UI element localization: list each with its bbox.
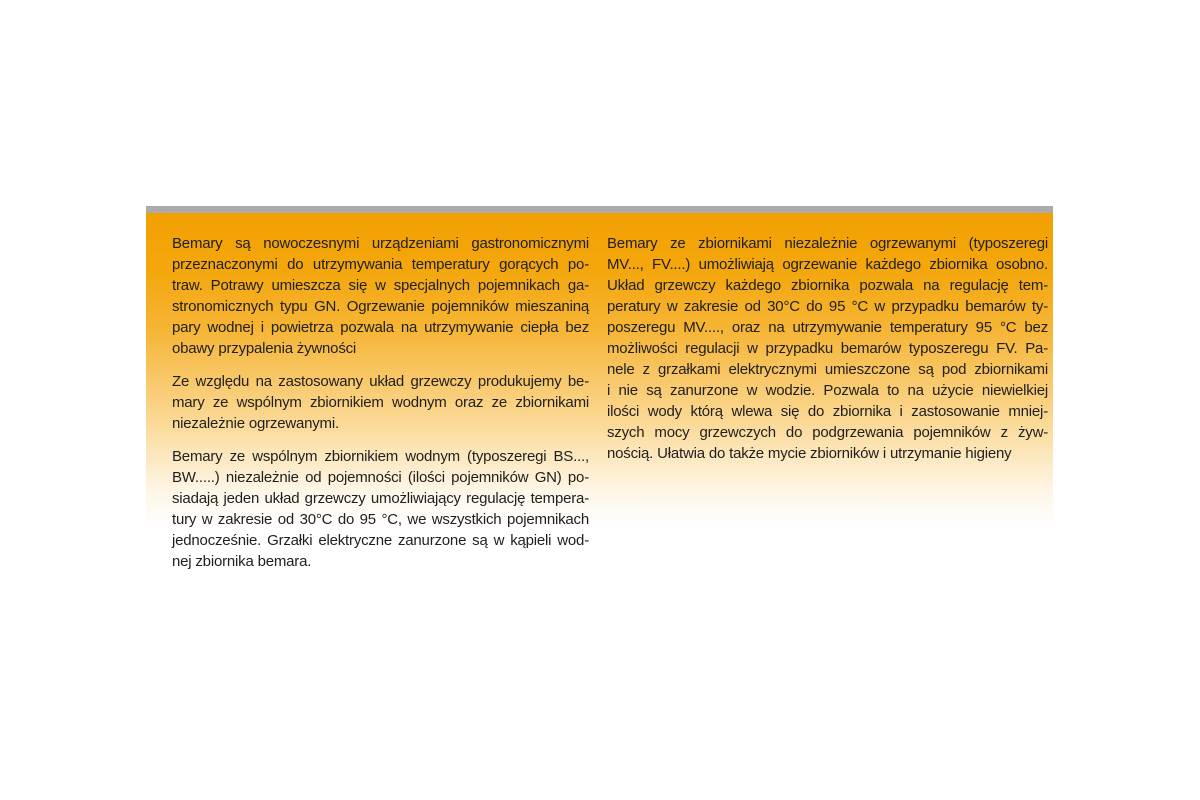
text-line: traw. Potrawy umieszcza się w specjalnych pojemnikach ga- xyxy=(172,277,589,294)
text-line: Ze względu na zastosowany układ grzewczy produkujemy be- xyxy=(172,373,589,390)
text-line: przeznaczonymi do utrzymywania temperatury gorących po- xyxy=(172,256,589,273)
text-line: Bemary są nowoczesnymi urządzeniami gastronomicznymi xyxy=(172,235,589,252)
text-line: Bemary ze wspólnym zbiornikiem wodnym (typoszeregi BS..., xyxy=(172,448,589,465)
text-line: nele z grzałkami elektrycznymi umieszczone są pod zbiornikami xyxy=(607,361,1048,378)
left-text-column xyxy=(172,233,589,572)
paragraph xyxy=(172,371,589,434)
text-line: pary wodnej i powietrza pozwala na utrzymywanie ciepła bez xyxy=(172,319,589,336)
text-line: możliwości regulacji w przypadku bemarów typoszeregu FV. Pa- xyxy=(607,340,1048,357)
paragraph xyxy=(172,233,589,359)
text-line: Układ grzewczy każdego zbiornika pozwala na regulację tem- xyxy=(607,277,1048,294)
content-band xyxy=(146,206,1053,795)
paragraph xyxy=(172,446,589,572)
text-line: i nie są zanurzone w wodzie. Pozwala to na użycie niewielkiej xyxy=(607,382,1048,399)
gradient-panel xyxy=(146,213,1053,795)
text-line: jednocześnie. Grzałki elektryczne zanurzone są w kąpieli wod- xyxy=(172,532,589,549)
text-line: MV..., FV....) umożliwiają ogrzewanie każdego zbiornika osobno. xyxy=(607,256,1048,273)
text-line: niezależnie ogrzewanymi. xyxy=(172,415,339,432)
text-line: siadają jeden układ grzewczy umożliwiający regulację tempera- xyxy=(172,490,589,507)
text-line: stronomicznych typu GN. Ogrzewanie pojemników mieszaniną xyxy=(172,298,589,315)
top-divider-bar xyxy=(146,206,1053,213)
text-line: mary ze wspólnym zbiornikiem wodnym oraz ze zbiornikami xyxy=(172,394,589,411)
text-line: tury w zakresie od 30°C do 95 °C, we wszystkich pojemnikach xyxy=(172,511,589,528)
text-line: Bemary ze zbiornikami niezależnie ogrzewanymi (typoszeregi xyxy=(607,235,1048,252)
text-line: ilości wody którą wlewa się do zbiornika i zastosowanie mniej- xyxy=(607,403,1048,420)
text-line: BW.....) niezależnie od pojemności (ilości pojemników GN) po- xyxy=(172,469,589,486)
text-line: nością. Ułatwia do także mycie zbiorników i utrzymanie higieny xyxy=(607,445,1012,462)
right-text-column xyxy=(607,233,1048,464)
text-line: szych mocy grzewczych do podgrzewania pojemników z żyw- xyxy=(607,424,1048,441)
text-line: obawy przypalenia żywności xyxy=(172,340,357,357)
text-line: poszeregu MV...., oraz na utrzymywanie temperatury 95 °C bez xyxy=(607,319,1048,336)
text-line: nej zbiornika bemara. xyxy=(172,553,312,570)
paragraph xyxy=(607,233,1048,464)
text-line: peratury w zakresie od 30°C do 95 °C w przypadku bemarów ty- xyxy=(607,298,1048,315)
